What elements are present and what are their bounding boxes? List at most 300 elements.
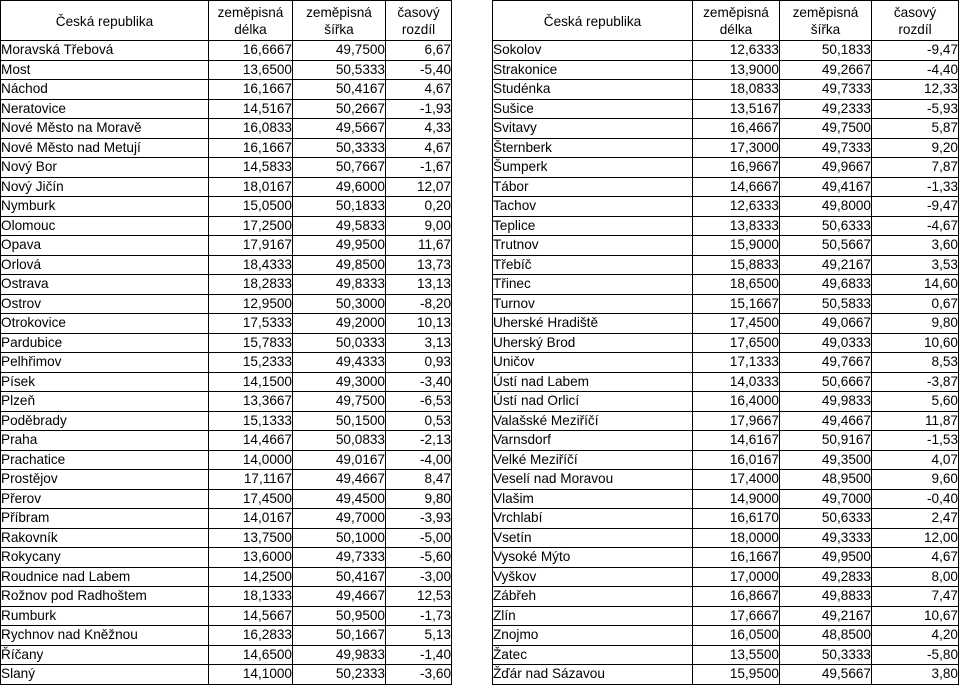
table-row bbox=[1, 314, 452, 334]
cell-longitude: 14,9000 bbox=[693, 489, 780, 509]
cell-latitude: 50,3333 bbox=[780, 645, 872, 665]
cell-latitude: 49,4667 bbox=[780, 411, 872, 431]
table-row bbox=[1, 450, 452, 470]
cell-city: Náchod bbox=[1, 80, 209, 100]
cell-time-difference: 9,80 bbox=[386, 489, 452, 509]
cell-time-difference: -1,67 bbox=[386, 158, 452, 178]
cell-city: Nymburk bbox=[1, 197, 209, 217]
cell-latitude: 50,1833 bbox=[780, 41, 872, 61]
cell-longitude: 17,4000 bbox=[693, 470, 780, 490]
table-row bbox=[1, 509, 452, 529]
cell-longitude: 18,0167 bbox=[209, 177, 293, 197]
header-longitude-line2: délka bbox=[719, 22, 753, 37]
cell-longitude: 13,8333 bbox=[693, 216, 780, 236]
cell-latitude: 49,4167 bbox=[780, 177, 872, 197]
cell-latitude: 49,4333 bbox=[293, 353, 386, 373]
cell-latitude: 50,2667 bbox=[293, 99, 386, 119]
cell-city: Vrchlabí bbox=[493, 509, 693, 529]
table-row bbox=[1, 138, 452, 158]
cell-city: Rakovník bbox=[1, 528, 209, 548]
cell-city: Uničov bbox=[493, 353, 693, 373]
table-row bbox=[1, 470, 452, 490]
cell-city: Neratovice bbox=[1, 99, 209, 119]
cell-time-difference: 10,60 bbox=[872, 333, 959, 353]
cell-longitude: 13,6500 bbox=[209, 60, 293, 80]
cell-time-difference: -9,47 bbox=[872, 41, 959, 61]
cell-city: Ústí nad Orlicí bbox=[493, 392, 693, 412]
cell-longitude: 16,1667 bbox=[693, 548, 780, 568]
cell-city: Šumperk bbox=[493, 158, 693, 178]
cell-city: Příbram bbox=[1, 509, 209, 529]
table-row bbox=[1, 119, 452, 139]
cell-latitude: 49,3500 bbox=[780, 450, 872, 470]
cell-latitude: 48,8500 bbox=[780, 626, 872, 646]
cell-time-difference: -3,60 bbox=[386, 665, 452, 685]
cell-longitude: 16,4000 bbox=[693, 392, 780, 412]
cell-time-difference: 5,13 bbox=[386, 626, 452, 646]
cell-longitude: 17,4500 bbox=[693, 314, 780, 334]
cell-longitude: 17,0000 bbox=[693, 567, 780, 587]
cell-latitude: 49,8500 bbox=[293, 255, 386, 275]
header-row bbox=[1, 1, 452, 41]
cell-longitude: 18,2833 bbox=[209, 275, 293, 295]
cell-longitude: 18,4333 bbox=[209, 255, 293, 275]
cell-longitude: 17,6500 bbox=[693, 333, 780, 353]
cell-time-difference: -1,33 bbox=[872, 177, 959, 197]
cell-longitude: 14,0000 bbox=[209, 450, 293, 470]
table-row bbox=[1, 60, 452, 80]
cell-time-difference: 9,00 bbox=[386, 216, 452, 236]
cell-time-difference: 3,60 bbox=[872, 236, 959, 256]
cell-longitude: 12,9500 bbox=[209, 294, 293, 314]
cell-latitude: 49,2667 bbox=[780, 60, 872, 80]
cell-city: Ústí nad Labem bbox=[493, 372, 693, 392]
header-time-difference-line2: rozdíl bbox=[401, 22, 436, 37]
cell-latitude: 49,0667 bbox=[780, 314, 872, 334]
cell-longitude: 16,0833 bbox=[209, 119, 293, 139]
table-row bbox=[493, 119, 959, 139]
cell-longitude: 14,5167 bbox=[209, 99, 293, 119]
cell-latitude: 49,8333 bbox=[293, 275, 386, 295]
cell-latitude: 49,9667 bbox=[780, 158, 872, 178]
cell-time-difference: 3,53 bbox=[872, 255, 959, 275]
cell-latitude: 50,6333 bbox=[780, 216, 872, 236]
cell-latitude: 49,2833 bbox=[780, 567, 872, 587]
cell-city: Praha bbox=[1, 431, 209, 451]
table-row bbox=[1, 294, 452, 314]
table-row bbox=[493, 411, 959, 431]
header-time-difference bbox=[872, 1, 959, 41]
cell-longitude: 14,5667 bbox=[209, 606, 293, 626]
cell-time-difference: -8,20 bbox=[386, 294, 452, 314]
table-row bbox=[1, 99, 452, 119]
cell-longitude: 16,1667 bbox=[209, 138, 293, 158]
cell-latitude: 49,0333 bbox=[780, 333, 872, 353]
cell-time-difference: 13,73 bbox=[386, 255, 452, 275]
table-row bbox=[493, 255, 959, 275]
cell-latitude: 49,6000 bbox=[293, 177, 386, 197]
table-row bbox=[1, 255, 452, 275]
table-row bbox=[493, 60, 959, 80]
cell-time-difference: 8,53 bbox=[872, 353, 959, 373]
cell-city: Ostrava bbox=[1, 275, 209, 295]
cell-longitude: 17,5333 bbox=[209, 314, 293, 334]
cell-time-difference: -5,80 bbox=[872, 645, 959, 665]
table-row bbox=[493, 431, 959, 451]
table-row bbox=[493, 489, 959, 509]
cell-time-difference: 13,13 bbox=[386, 275, 452, 295]
cell-latitude: 50,5833 bbox=[780, 294, 872, 314]
cell-city: Pelhřimov bbox=[1, 353, 209, 373]
cell-time-difference: -1,40 bbox=[386, 645, 452, 665]
cell-time-difference: 0,20 bbox=[386, 197, 452, 217]
table-row bbox=[1, 431, 452, 451]
cell-time-difference: 4,07 bbox=[872, 450, 959, 470]
cell-city: Nové Město na Moravě bbox=[1, 119, 209, 139]
cell-time-difference: -3,93 bbox=[386, 509, 452, 529]
cell-latitude: 49,7333 bbox=[780, 80, 872, 100]
cell-latitude: 49,7500 bbox=[293, 41, 386, 61]
cell-longitude: 16,4667 bbox=[693, 119, 780, 139]
cell-city: Vyškov bbox=[493, 567, 693, 587]
cell-latitude: 50,1833 bbox=[293, 197, 386, 217]
cell-longitude: 14,6500 bbox=[209, 645, 293, 665]
cell-city: Zábřeh bbox=[493, 587, 693, 607]
cell-time-difference: 10,13 bbox=[386, 314, 452, 334]
cell-longitude: 14,0167 bbox=[209, 509, 293, 529]
table-row bbox=[493, 528, 959, 548]
cell-latitude: 48,9500 bbox=[780, 470, 872, 490]
table-row bbox=[493, 353, 959, 373]
cell-latitude: 50,9167 bbox=[780, 431, 872, 451]
table-row bbox=[493, 548, 959, 568]
cell-longitude: 14,1500 bbox=[209, 372, 293, 392]
cell-city: Studénka bbox=[493, 80, 693, 100]
cell-time-difference: 4,67 bbox=[386, 138, 452, 158]
cell-latitude: 49,2000 bbox=[293, 314, 386, 334]
cell-time-difference: -4,40 bbox=[872, 60, 959, 80]
cell-longitude: 14,6667 bbox=[693, 177, 780, 197]
cell-time-difference: 7,87 bbox=[872, 158, 959, 178]
cell-latitude: 49,0167 bbox=[293, 450, 386, 470]
header-longitude-line2: délka bbox=[234, 22, 267, 37]
cell-city: Otrokovice bbox=[1, 314, 209, 334]
cell-time-difference: 11,67 bbox=[386, 236, 452, 256]
cell-longitude: 18,1333 bbox=[209, 587, 293, 607]
cell-city: Rokycany bbox=[1, 548, 209, 568]
table-row bbox=[493, 450, 959, 470]
cell-longitude: 14,0333 bbox=[693, 372, 780, 392]
header-latitude bbox=[293, 1, 386, 41]
cell-city: Nový Bor bbox=[1, 158, 209, 178]
cell-time-difference: 0,67 bbox=[872, 294, 959, 314]
table-row bbox=[1, 236, 452, 256]
table-row bbox=[1, 41, 452, 61]
cell-time-difference: 8,47 bbox=[386, 470, 452, 490]
cell-latitude: 50,0833 bbox=[293, 431, 386, 451]
cell-time-difference: -5,40 bbox=[386, 60, 452, 80]
cell-time-difference: 0,53 bbox=[386, 411, 452, 431]
cell-latitude: 49,7667 bbox=[780, 353, 872, 373]
cell-longitude: 17,2500 bbox=[209, 216, 293, 236]
table-row bbox=[493, 392, 959, 412]
table-row bbox=[493, 606, 959, 626]
table-row bbox=[1, 372, 452, 392]
header-city: Česká republika bbox=[1, 1, 209, 41]
header-latitude-line2: šířka bbox=[324, 22, 354, 37]
cell-longitude: 16,9667 bbox=[693, 158, 780, 178]
cell-longitude: 15,9000 bbox=[693, 236, 780, 256]
cell-time-difference: -5,60 bbox=[386, 548, 452, 568]
cell-time-difference: -4,00 bbox=[386, 450, 452, 470]
table-row bbox=[493, 236, 959, 256]
cell-time-difference: -3,40 bbox=[386, 372, 452, 392]
cell-latitude: 50,1667 bbox=[293, 626, 386, 646]
cell-longitude: 13,6000 bbox=[209, 548, 293, 568]
cell-latitude: 50,2333 bbox=[293, 665, 386, 685]
cell-latitude: 49,7333 bbox=[293, 548, 386, 568]
cell-city: Říčany bbox=[1, 645, 209, 665]
header-time-difference-line1: časový bbox=[893, 5, 937, 20]
cell-latitude: 50,5333 bbox=[293, 60, 386, 80]
table-row bbox=[493, 470, 959, 490]
cell-city: Trutnov bbox=[493, 236, 693, 256]
cell-latitude: 50,0333 bbox=[293, 333, 386, 353]
header-latitude bbox=[780, 1, 872, 41]
cell-city: Tachov bbox=[493, 197, 693, 217]
cell-longitude: 17,9667 bbox=[693, 411, 780, 431]
cell-city: Valašské Meziříčí bbox=[493, 411, 693, 431]
cell-city: Nové Město nad Metují bbox=[1, 138, 209, 158]
cell-longitude: 18,0000 bbox=[693, 528, 780, 548]
cell-longitude: 15,7833 bbox=[209, 333, 293, 353]
cell-time-difference: 5,87 bbox=[872, 119, 959, 139]
cell-latitude: 49,7000 bbox=[293, 509, 386, 529]
cell-city: Turnov bbox=[493, 294, 693, 314]
table-row bbox=[1, 626, 452, 646]
table-row bbox=[1, 158, 452, 178]
cell-longitude: 16,6667 bbox=[209, 41, 293, 61]
cell-city: Velké Meziříčí bbox=[493, 450, 693, 470]
cell-city: Vsetín bbox=[493, 528, 693, 548]
cell-longitude: 16,0167 bbox=[693, 450, 780, 470]
cell-time-difference: -5,93 bbox=[872, 99, 959, 119]
cell-time-difference: 8,00 bbox=[872, 567, 959, 587]
table-row bbox=[493, 275, 959, 295]
cell-latitude: 49,7500 bbox=[293, 392, 386, 412]
cell-longitude: 17,3000 bbox=[693, 138, 780, 158]
cell-city: Žatec bbox=[493, 645, 693, 665]
cell-city: Varnsdorf bbox=[493, 431, 693, 451]
cell-city: Moravská Třebová bbox=[1, 41, 209, 61]
cell-city: Třebíč bbox=[493, 255, 693, 275]
header-latitude-line1: zeměpisná bbox=[792, 5, 859, 20]
cell-longitude: 16,2833 bbox=[209, 626, 293, 646]
header-longitude bbox=[693, 1, 780, 41]
cell-time-difference: 4,33 bbox=[386, 119, 452, 139]
cell-city: Znojmo bbox=[493, 626, 693, 646]
cell-city: Strakonice bbox=[493, 60, 693, 80]
cell-latitude: 49,7000 bbox=[780, 489, 872, 509]
cell-time-difference: 10,67 bbox=[872, 606, 959, 626]
cell-latitude: 49,8000 bbox=[780, 197, 872, 217]
cell-time-difference: 3,13 bbox=[386, 333, 452, 353]
cell-city: Orlová bbox=[1, 255, 209, 275]
cell-longitude: 16,0500 bbox=[693, 626, 780, 646]
cell-latitude: 49,9500 bbox=[780, 548, 872, 568]
table-row bbox=[493, 509, 959, 529]
table-row bbox=[493, 294, 959, 314]
cell-latitude: 50,7667 bbox=[293, 158, 386, 178]
table-row bbox=[493, 158, 959, 178]
table-row bbox=[1, 411, 452, 431]
cell-longitude: 13,7500 bbox=[209, 528, 293, 548]
cell-city: Rožnov pod Radhoštem bbox=[1, 587, 209, 607]
cell-longitude: 14,1000 bbox=[209, 665, 293, 685]
cell-longitude: 17,1167 bbox=[209, 470, 293, 490]
cell-city: Nový Jičín bbox=[1, 177, 209, 197]
cell-time-difference: -0,40 bbox=[872, 489, 959, 509]
cell-latitude: 50,6667 bbox=[780, 372, 872, 392]
cell-city: Ostrov bbox=[1, 294, 209, 314]
cell-longitude: 18,6500 bbox=[693, 275, 780, 295]
cell-time-difference: -1,73 bbox=[386, 606, 452, 626]
cell-time-difference: 0,93 bbox=[386, 353, 452, 373]
cell-city: Sokolov bbox=[493, 41, 693, 61]
cell-time-difference: -5,00 bbox=[386, 528, 452, 548]
header-time-difference bbox=[386, 1, 452, 41]
cell-longitude: 18,0833 bbox=[693, 80, 780, 100]
cell-city: Slaný bbox=[1, 665, 209, 685]
cell-latitude: 49,7500 bbox=[780, 119, 872, 139]
cell-longitude: 14,5833 bbox=[209, 158, 293, 178]
cell-city: Rychnov nad Kněžnou bbox=[1, 626, 209, 646]
header-longitude bbox=[209, 1, 293, 41]
cell-city: Přerov bbox=[1, 489, 209, 509]
cell-city: Rumburk bbox=[1, 606, 209, 626]
table-row bbox=[493, 567, 959, 587]
cell-longitude: 16,6170 bbox=[693, 509, 780, 529]
table-row bbox=[493, 587, 959, 607]
cell-longitude: 15,1333 bbox=[209, 411, 293, 431]
cell-city: Tábor bbox=[493, 177, 693, 197]
cell-latitude: 50,4167 bbox=[293, 567, 386, 587]
cell-longitude: 17,9167 bbox=[209, 236, 293, 256]
cell-city: Pardubice bbox=[1, 333, 209, 353]
cell-city: Olomouc bbox=[1, 216, 209, 236]
cell-time-difference: 6,67 bbox=[386, 41, 452, 61]
cell-latitude: 49,7333 bbox=[780, 138, 872, 158]
cell-time-difference: 12,07 bbox=[386, 177, 452, 197]
cell-latitude: 49,4500 bbox=[293, 489, 386, 509]
table-row bbox=[1, 216, 452, 236]
cell-city: Poděbrady bbox=[1, 411, 209, 431]
cell-time-difference: 4,67 bbox=[386, 80, 452, 100]
table-row bbox=[1, 333, 452, 353]
cell-city: Prostějov bbox=[1, 470, 209, 490]
cell-latitude: 49,3000 bbox=[293, 372, 386, 392]
cell-city: Zlín bbox=[493, 606, 693, 626]
table-row bbox=[493, 41, 959, 61]
table-row bbox=[493, 372, 959, 392]
cell-latitude: 49,9500 bbox=[293, 236, 386, 256]
cell-longitude: 12,6333 bbox=[693, 41, 780, 61]
cell-time-difference: 14,60 bbox=[872, 275, 959, 295]
header-city: Česká republika bbox=[493, 1, 693, 41]
cell-latitude: 49,5667 bbox=[293, 119, 386, 139]
cell-latitude: 50,4167 bbox=[293, 80, 386, 100]
table-row bbox=[1, 606, 452, 626]
cell-time-difference: -1,93 bbox=[386, 99, 452, 119]
left-table bbox=[0, 0, 452, 685]
cell-longitude: 15,9500 bbox=[693, 665, 780, 685]
cell-city: Svitavy bbox=[493, 119, 693, 139]
header-longitude-line1: zeměpisná bbox=[703, 5, 769, 20]
cell-latitude: 49,9833 bbox=[293, 645, 386, 665]
table-row bbox=[1, 665, 452, 685]
table-row bbox=[493, 99, 959, 119]
cell-city: Teplice bbox=[493, 216, 693, 236]
cell-latitude: 49,2167 bbox=[780, 255, 872, 275]
table-row bbox=[1, 548, 452, 568]
cell-time-difference: 12,53 bbox=[386, 587, 452, 607]
header-row bbox=[493, 1, 959, 41]
cell-latitude: 49,8833 bbox=[780, 587, 872, 607]
cell-city: Most bbox=[1, 60, 209, 80]
table-row bbox=[493, 626, 959, 646]
cell-city: Vlašim bbox=[493, 489, 693, 509]
table-row bbox=[493, 314, 959, 334]
cell-latitude: 50,3000 bbox=[293, 294, 386, 314]
table-row bbox=[1, 587, 452, 607]
table-row bbox=[493, 197, 959, 217]
table-row bbox=[1, 177, 452, 197]
cell-city: Uherské Hradiště bbox=[493, 314, 693, 334]
cell-city: Šternberk bbox=[493, 138, 693, 158]
header-latitude-line1: zeměpisná bbox=[306, 5, 372, 20]
cell-city: Plzeň bbox=[1, 392, 209, 412]
table-row bbox=[493, 665, 959, 685]
cell-time-difference: -3,00 bbox=[386, 567, 452, 587]
cell-latitude: 49,4667 bbox=[293, 587, 386, 607]
cell-city: Uherský Brod bbox=[493, 333, 693, 353]
cell-time-difference: -3,87 bbox=[872, 372, 959, 392]
table-row bbox=[1, 567, 452, 587]
cell-time-difference: -9,47 bbox=[872, 197, 959, 217]
cell-time-difference: 9,80 bbox=[872, 314, 959, 334]
table-row bbox=[493, 216, 959, 236]
cell-latitude: 49,5833 bbox=[293, 216, 386, 236]
header-longitude-line1: zeměpisná bbox=[217, 5, 284, 20]
table-row bbox=[493, 177, 959, 197]
header-time-difference-line1: časový bbox=[397, 5, 440, 20]
cell-latitude: 49,9833 bbox=[780, 392, 872, 412]
cell-latitude: 50,1000 bbox=[293, 528, 386, 548]
table-row bbox=[1, 392, 452, 412]
cell-time-difference: 12,00 bbox=[872, 528, 959, 548]
cell-city: Vysoké Mýto bbox=[493, 548, 693, 568]
header-time-difference-line2: rozdíl bbox=[898, 22, 932, 37]
cell-city: Žďár nad Sázavou bbox=[493, 665, 693, 685]
cell-time-difference: 4,20 bbox=[872, 626, 959, 646]
right-table bbox=[492, 0, 959, 685]
cell-longitude: 16,8667 bbox=[693, 587, 780, 607]
cell-latitude: 49,2167 bbox=[780, 606, 872, 626]
table-row bbox=[493, 80, 959, 100]
cell-time-difference: -1,53 bbox=[872, 431, 959, 451]
cell-time-difference: -6,53 bbox=[386, 392, 452, 412]
table-row bbox=[1, 528, 452, 548]
